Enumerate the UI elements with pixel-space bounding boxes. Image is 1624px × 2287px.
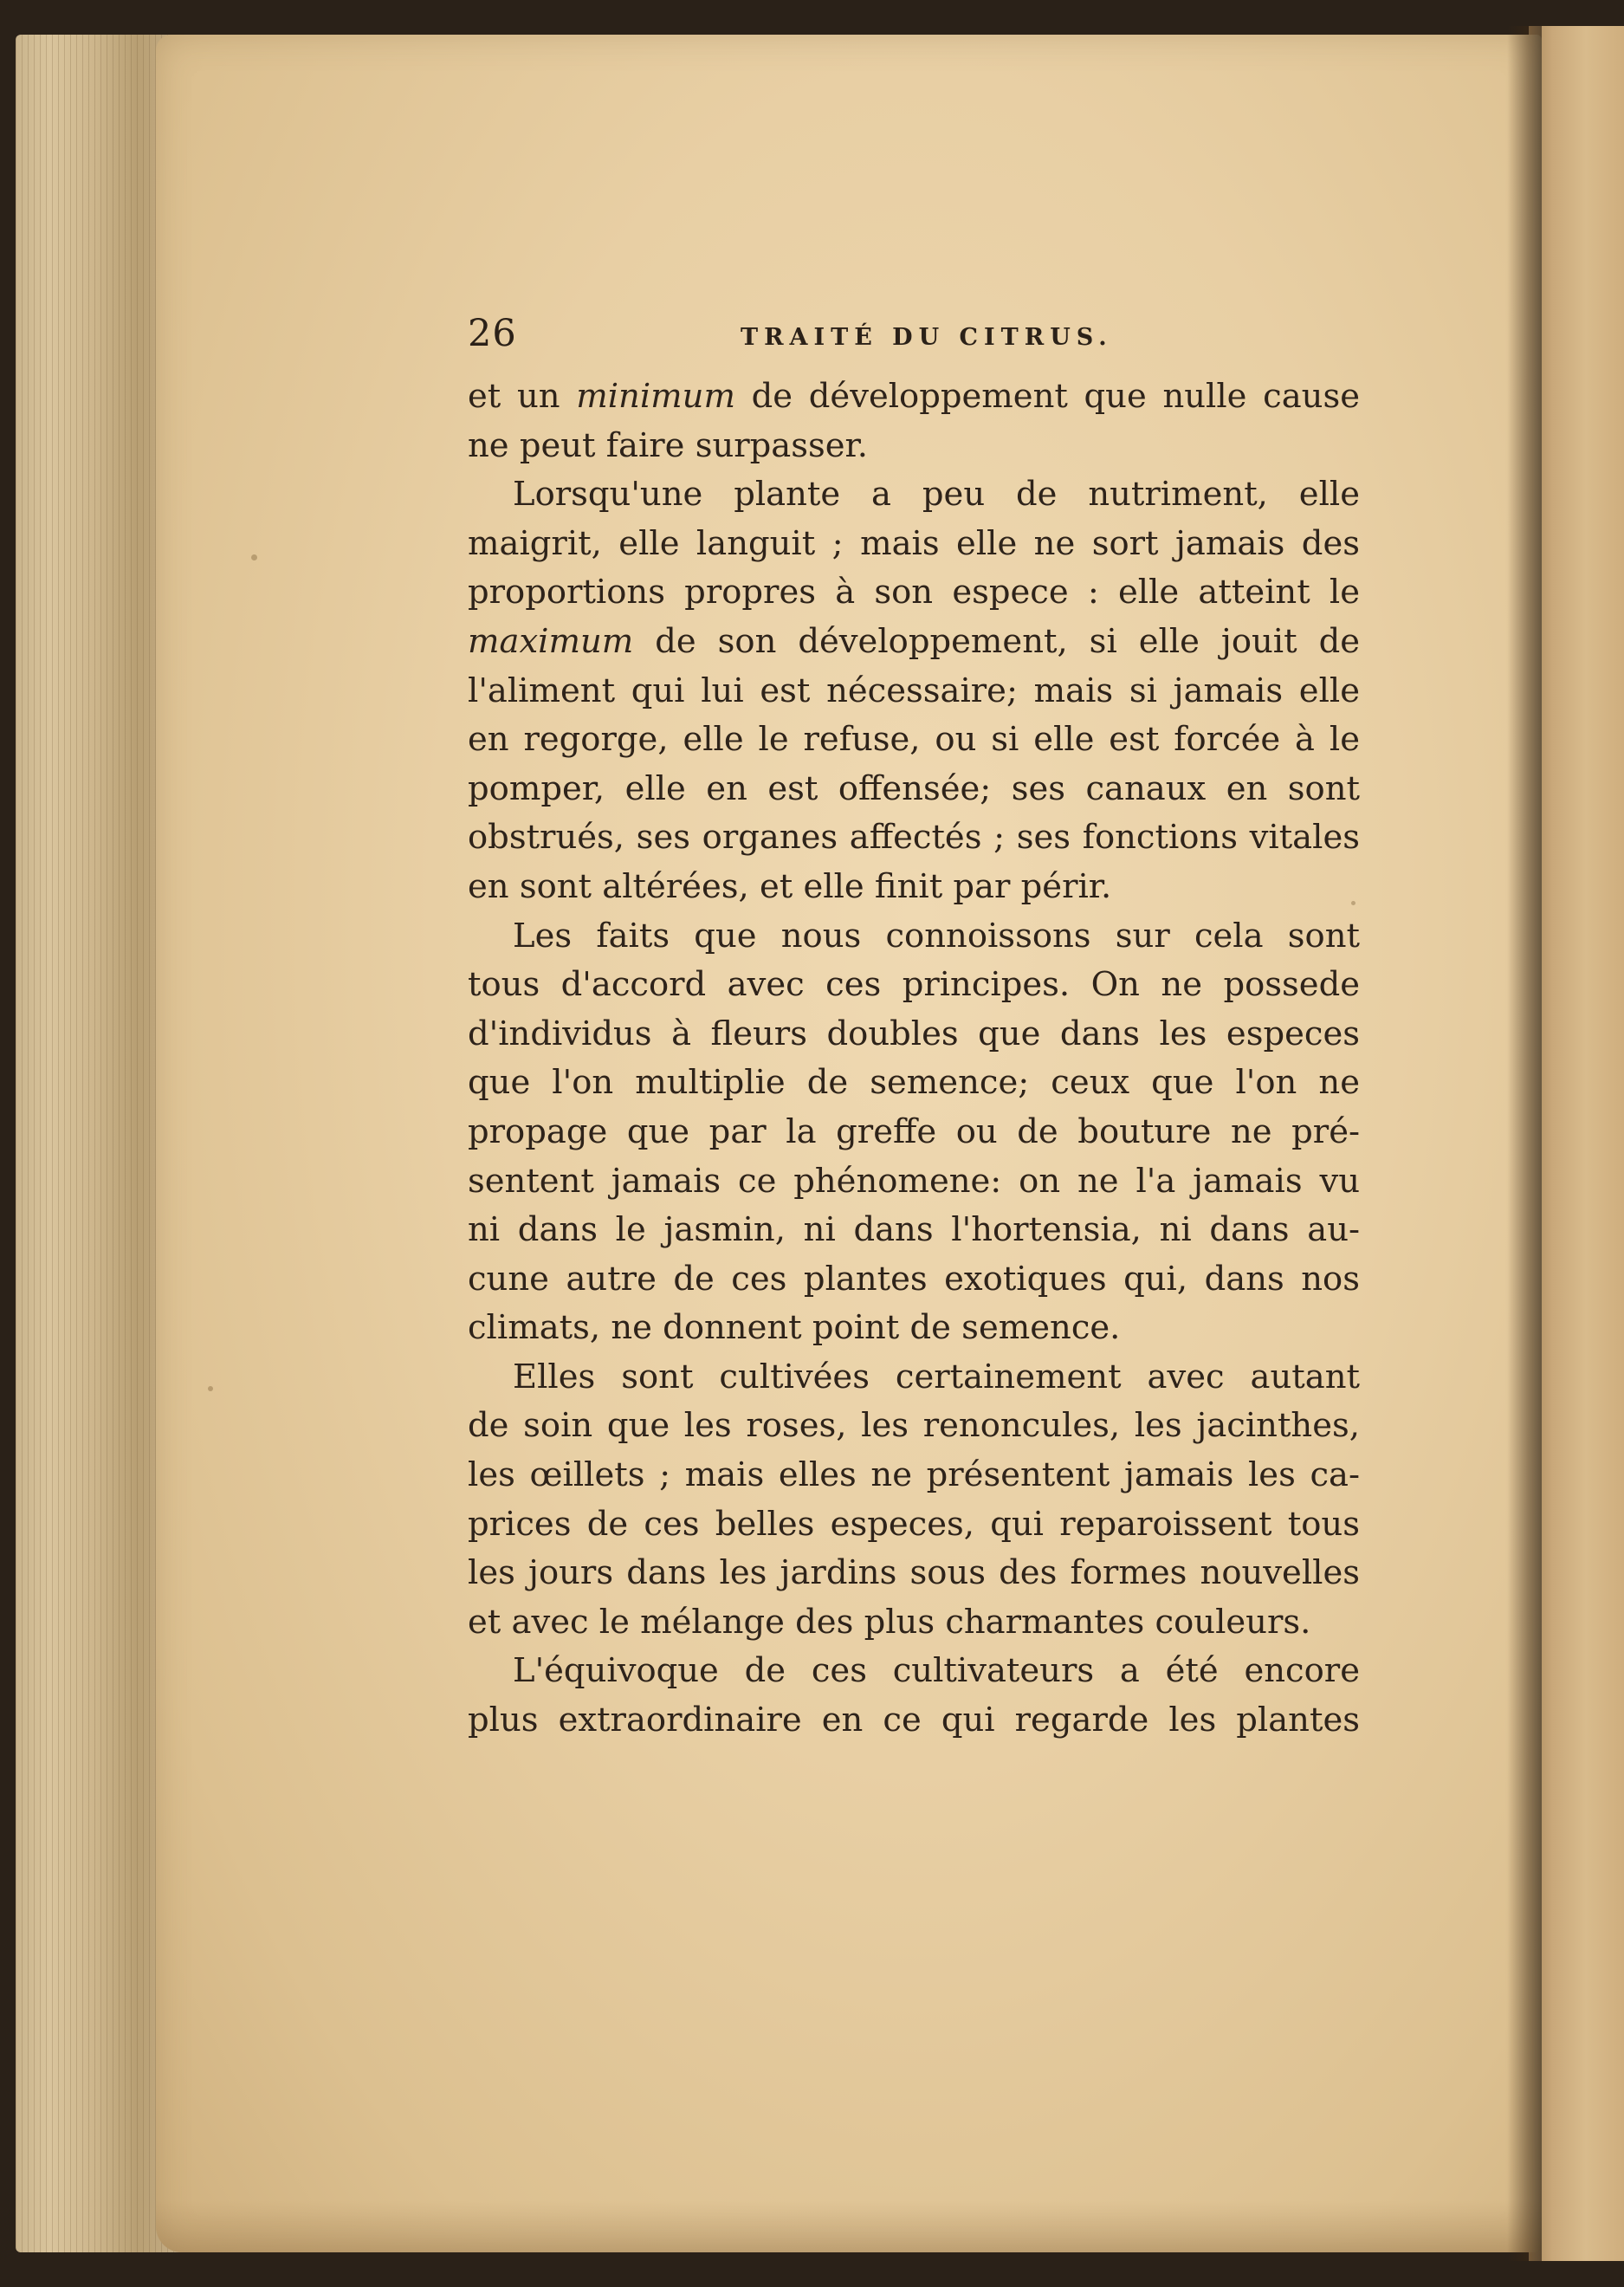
paragraph-first-line: L'équivoque de ces cultivateurs a été encore xyxy=(513,1651,1360,1691)
text-block xyxy=(468,286,1516,1845)
book-page xyxy=(156,35,1542,2252)
text-line: en sont altérées, et elle finit par périr. xyxy=(468,866,1112,906)
text-line: maigrit, elle languit ; mais elle ne sort jamais des xyxy=(468,523,1360,563)
body-text xyxy=(468,373,1360,1746)
text-line: et avec le mélange des plus charmantes couleurs. xyxy=(468,1602,1311,1642)
running-head xyxy=(468,312,1516,364)
text-line: ne peut faire surpasser. xyxy=(468,425,868,465)
facing-page-strip xyxy=(1529,26,1624,2261)
foxing-spot xyxy=(208,1386,213,1391)
text-line: pomper, elle en est offensée; ses canaux en sont xyxy=(468,768,1360,808)
text-line: plus extraordinaire en ce qui regarde les plantes xyxy=(468,1701,1360,1740)
text-line: proportions propres à son espece : elle atteint le xyxy=(468,573,1360,612)
text-line: prices de ces belles especes, qui reparoissent tous xyxy=(468,1504,1360,1544)
text-line: ni dans le jasmin, ni dans l'hortensia, ni dans au- xyxy=(468,1210,1360,1250)
foxing-spot xyxy=(251,554,257,560)
text-line: les jours dans les jardins sous des formes nouvelles xyxy=(468,1553,1360,1593)
text-line: climats, ne donnent point de semence. xyxy=(468,1308,1121,1348)
text-line: les œillets ; mais elles ne présentent jamais les ca- xyxy=(468,1455,1360,1495)
page-number: 26 xyxy=(468,312,517,355)
spine-shadow xyxy=(1507,26,1542,2261)
text-line: tous d'accord avec ces principes. On ne possede xyxy=(468,965,1360,1005)
paragraph-first-line: Elles sont cultivées certainement avec autant xyxy=(513,1357,1360,1396)
text-line: cune autre de ces plantes exotiques qui, dans nos xyxy=(468,1259,1360,1299)
text-line: en regorge, elle le refuse, ou si elle est forcée à le xyxy=(468,720,1360,760)
paragraph-first-line: Lorsqu'une plante a peu de nutriment, elle xyxy=(513,475,1360,515)
paragraph-first-line: Les faits que nous connoissons sur cela sont xyxy=(513,916,1360,956)
text-line: obstrués, ses organes affectés ; ses fonctions vitales xyxy=(468,818,1360,858)
text-line: de soin que les roses, les renoncules, les jacinthes, xyxy=(468,1406,1360,1446)
text-line: propage que par la greffe ou de bouture ne pré- xyxy=(468,1111,1360,1151)
text-line: et un minimum de développement que nulle cause xyxy=(468,377,1360,416)
running-title: TRAITÉ DU CITRUS. xyxy=(741,324,1113,351)
text-line: d'individus à fleurs doubles que dans les especes xyxy=(468,1014,1360,1053)
text-line: que l'on multiplie de semence; ceux que l'on ne xyxy=(468,1063,1360,1103)
text-line: sentent jamais ce phénomene: on ne l'a jamais vu xyxy=(468,1161,1360,1201)
text-line: l'aliment qui lui est nécessaire; mais si jamais elle xyxy=(468,671,1360,710)
text-line: maximum de son développement, si elle jouit de xyxy=(468,621,1360,661)
